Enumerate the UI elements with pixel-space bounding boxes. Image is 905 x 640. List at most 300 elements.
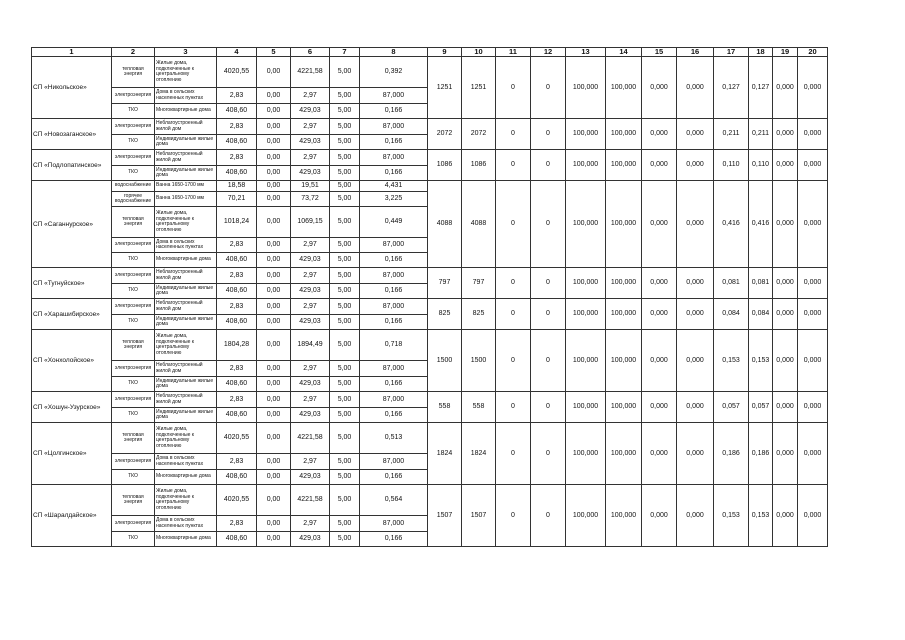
total-col-15: 0,000: [642, 392, 677, 423]
value-c5: 0,00: [257, 377, 291, 392]
total-col-11: 0: [496, 485, 531, 547]
column-number-13: 13: [566, 48, 606, 57]
housing-type: Жилые дома, подключенные к центральному отоплению: [155, 330, 217, 361]
value-c8: 87,000: [360, 454, 428, 470]
total-col-19: 0,000: [773, 485, 798, 547]
total-col-17: 0,153: [714, 330, 749, 392]
value-c6: 2,97: [291, 392, 330, 408]
column-number-16: 16: [677, 48, 714, 57]
table-row: [32, 268, 828, 284]
total-col-11: 0: [496, 268, 531, 299]
value-c7: 5,00: [330, 377, 360, 392]
total-col-15: 0,000: [642, 299, 677, 330]
value-c4: 1804,28: [217, 330, 257, 361]
total-col-12: 0: [531, 181, 566, 268]
table-row: [32, 299, 828, 315]
value-c7: 5,00: [330, 268, 360, 284]
value-c8: 0,166: [360, 377, 428, 392]
total-col-9: 1824: [428, 423, 462, 485]
total-col-13: 100,000: [566, 392, 606, 423]
total-col-10: 825: [462, 299, 496, 330]
value-c6: 2,97: [291, 361, 330, 377]
value-c6: 2,97: [291, 88, 330, 104]
housing-type: Неблагоустроенный жилой дом: [155, 361, 217, 377]
housing-type: Индивидуальные жилые дома: [155, 377, 217, 392]
value-c7: 5,00: [330, 119, 360, 135]
total-col-9: 4088: [428, 181, 462, 268]
value-c5: 0,00: [257, 330, 291, 361]
value-c7: 5,00: [330, 192, 360, 207]
total-col-11: 0: [496, 330, 531, 392]
value-c7: 5,00: [330, 253, 360, 268]
total-col-16: 0,000: [677, 181, 714, 268]
settlement-name: СП «Шаралдайское»: [32, 485, 112, 547]
total-col-11: 0: [496, 299, 531, 330]
total-col-14: 100,000: [606, 330, 642, 392]
total-col-14: 100,000: [606, 268, 642, 299]
value-c8: 87,000: [360, 238, 428, 253]
total-col-12: 0: [531, 150, 566, 181]
resource-type: электроэнергия: [112, 119, 155, 135]
value-c7: 5,00: [330, 454, 360, 470]
total-col-20: 0,000: [798, 150, 828, 181]
value-c5: 0,00: [257, 284, 291, 299]
table-row: [32, 392, 828, 408]
value-c5: 0,00: [257, 268, 291, 284]
total-col-16: 0,000: [677, 57, 714, 119]
value-c5: 0,00: [257, 238, 291, 253]
value-c6: 1894,49: [291, 330, 330, 361]
value-c7: 5,00: [330, 166, 360, 181]
value-c7: 5,00: [330, 315, 360, 330]
total-col-12: 0: [531, 268, 566, 299]
table-row: [32, 330, 828, 361]
value-c8: 4,431: [360, 181, 428, 192]
resource-type: тепловая энергия: [112, 207, 155, 238]
column-number-header-row: [32, 48, 828, 57]
total-col-13: 100,000: [566, 57, 606, 119]
value-c6: 429,03: [291, 315, 330, 330]
total-col-14: 100,000: [606, 181, 642, 268]
value-c6: 429,03: [291, 284, 330, 299]
value-c7: 5,00: [330, 485, 360, 516]
total-col-9: 1251: [428, 57, 462, 119]
column-number-14: 14: [606, 48, 642, 57]
value-c4: 408,60: [217, 284, 257, 299]
total-col-16: 0,000: [677, 485, 714, 547]
housing-type: Многоквартирные дома: [155, 470, 217, 485]
column-number-9: 9: [428, 48, 462, 57]
total-col-10: 1251: [462, 57, 496, 119]
value-c4: 2,83: [217, 516, 257, 532]
resource-type: водоснабжение: [112, 181, 155, 192]
value-c8: 87,000: [360, 299, 428, 315]
value-c4: 4020,55: [217, 485, 257, 516]
total-col-18: 0,211: [749, 119, 773, 150]
total-col-17: 0,110: [714, 150, 749, 181]
total-col-18: 0,416: [749, 181, 773, 268]
value-c7: 5,00: [330, 361, 360, 377]
resource-type: тепловая энергия: [112, 57, 155, 88]
total-col-9: 1507: [428, 485, 462, 547]
value-c8: 87,000: [360, 361, 428, 377]
total-col-19: 0,000: [773, 57, 798, 119]
housing-type: Жилые дома, подключенные к центральному отоплению: [155, 57, 217, 88]
column-number-15: 15: [642, 48, 677, 57]
housing-type: Неблагоустроенный жилой дом: [155, 392, 217, 408]
value-c7: 5,00: [330, 423, 360, 454]
value-c8: 0,166: [360, 408, 428, 423]
total-col-13: 100,000: [566, 423, 606, 485]
value-c6: 2,97: [291, 454, 330, 470]
value-c8: 0,449: [360, 207, 428, 238]
resource-type: ТКО: [112, 166, 155, 181]
value-c8: 87,000: [360, 392, 428, 408]
total-col-16: 0,000: [677, 299, 714, 330]
housing-type: Неблагоустроенный жилой дом: [155, 299, 217, 315]
total-col-18: 0,084: [749, 299, 773, 330]
total-col-17: 0,153: [714, 485, 749, 547]
total-col-18: 0,153: [749, 330, 773, 392]
value-c4: 408,60: [217, 253, 257, 268]
total-col-15: 0,000: [642, 268, 677, 299]
value-c8: 0,166: [360, 166, 428, 181]
value-c5: 0,00: [257, 150, 291, 166]
value-c4: 1018,24: [217, 207, 257, 238]
total-col-9: 558: [428, 392, 462, 423]
total-col-17: 0,084: [714, 299, 749, 330]
value-c8: 87,000: [360, 516, 428, 532]
resource-type: горячее водоснабжение: [112, 192, 155, 207]
value-c5: 0,00: [257, 57, 291, 88]
column-number-7: 7: [330, 48, 360, 57]
value-c6: 429,03: [291, 408, 330, 423]
value-c5: 0,00: [257, 516, 291, 532]
total-col-12: 0: [531, 392, 566, 423]
housing-type: Дома в сельских населенных пунктах: [155, 238, 217, 253]
value-c4: 2,83: [217, 119, 257, 135]
total-col-16: 0,000: [677, 330, 714, 392]
value-c8: 0,392: [360, 57, 428, 88]
settlement-name: СП «Саганнурское»: [32, 181, 112, 268]
settlement-name: СП «Цолгинское»: [32, 423, 112, 485]
housing-type: Дома в сельских населенных пунктах: [155, 88, 217, 104]
total-col-13: 100,000: [566, 299, 606, 330]
total-col-14: 100,000: [606, 119, 642, 150]
column-number-8: 8: [360, 48, 428, 57]
resource-type: электроэнергия: [112, 268, 155, 284]
value-c8: 0,166: [360, 135, 428, 150]
housing-type: Неблагоустроенный жилой дом: [155, 119, 217, 135]
total-col-10: 1500: [462, 330, 496, 392]
resource-type: тепловая энергия: [112, 485, 155, 516]
value-c7: 5,00: [330, 181, 360, 192]
value-c6: 4221,58: [291, 423, 330, 454]
value-c4: 70,21: [217, 192, 257, 207]
total-col-13: 100,000: [566, 485, 606, 547]
value-c7: 5,00: [330, 238, 360, 253]
total-col-20: 0,000: [798, 57, 828, 119]
value-c5: 0,00: [257, 192, 291, 207]
tariff-table: [31, 47, 828, 547]
total-col-10: 797: [462, 268, 496, 299]
value-c5: 0,00: [257, 181, 291, 192]
housing-type: Индивидуальные жилые дома: [155, 166, 217, 181]
housing-type: Жилые дома, подключенные к центральному отоплению: [155, 423, 217, 454]
value-c4: 18,58: [217, 181, 257, 192]
table-row: [32, 57, 828, 88]
resource-type: тепловая энергия: [112, 423, 155, 454]
total-col-20: 0,000: [798, 299, 828, 330]
resource-type: ТКО: [112, 104, 155, 119]
value-c4: 2,83: [217, 238, 257, 253]
total-col-11: 0: [496, 392, 531, 423]
value-c6: 429,03: [291, 135, 330, 150]
value-c7: 5,00: [330, 135, 360, 150]
total-col-18: 0,081: [749, 268, 773, 299]
value-c7: 5,00: [330, 207, 360, 238]
value-c5: 0,00: [257, 485, 291, 516]
value-c8: 0,166: [360, 532, 428, 547]
value-c7: 5,00: [330, 408, 360, 423]
housing-type: Индивидуальные жилые дома: [155, 135, 217, 150]
total-col-16: 0,000: [677, 423, 714, 485]
resource-type: электроэнергия: [112, 150, 155, 166]
tariff-table-sheet: [31, 47, 828, 547]
value-c7: 5,00: [330, 88, 360, 104]
value-c5: 0,00: [257, 104, 291, 119]
total-col-17: 0,186: [714, 423, 749, 485]
resource-type: ТКО: [112, 253, 155, 268]
total-col-16: 0,000: [677, 392, 714, 423]
value-c8: 0,564: [360, 485, 428, 516]
table-row: [32, 181, 828, 192]
value-c5: 0,00: [257, 166, 291, 181]
value-c6: 2,97: [291, 516, 330, 532]
value-c7: 5,00: [330, 57, 360, 88]
total-col-20: 0,000: [798, 485, 828, 547]
resource-type: тепловая энергия: [112, 330, 155, 361]
total-col-12: 0: [531, 57, 566, 119]
total-col-20: 0,000: [798, 181, 828, 268]
value-c5: 0,00: [257, 253, 291, 268]
value-c6: 73,72: [291, 192, 330, 207]
value-c5: 0,00: [257, 454, 291, 470]
value-c5: 0,00: [257, 423, 291, 454]
total-col-10: 1086: [462, 150, 496, 181]
total-col-17: 0,416: [714, 181, 749, 268]
value-c5: 0,00: [257, 88, 291, 104]
total-col-14: 100,000: [606, 392, 642, 423]
total-col-18: 0,153: [749, 485, 773, 547]
value-c5: 0,00: [257, 532, 291, 547]
total-col-17: 0,211: [714, 119, 749, 150]
resource-type: ТКО: [112, 135, 155, 150]
total-col-10: 1507: [462, 485, 496, 547]
value-c6: 429,03: [291, 470, 330, 485]
total-col-13: 100,000: [566, 119, 606, 150]
column-number-3: 3: [155, 48, 217, 57]
housing-type: Ванна 1650-1700 мм: [155, 181, 217, 192]
value-c4: 408,60: [217, 104, 257, 119]
value-c5: 0,00: [257, 361, 291, 377]
total-col-11: 0: [496, 181, 531, 268]
value-c4: 408,60: [217, 135, 257, 150]
value-c6: 4221,58: [291, 57, 330, 88]
total-col-10: 2072: [462, 119, 496, 150]
total-col-18: 0,057: [749, 392, 773, 423]
column-number-1: 1: [32, 48, 112, 57]
resource-type: ТКО: [112, 284, 155, 299]
table-row: [32, 423, 828, 454]
settlement-name: СП «Никольское»: [32, 57, 112, 119]
value-c5: 0,00: [257, 299, 291, 315]
total-col-19: 0,000: [773, 330, 798, 392]
total-col-12: 0: [531, 299, 566, 330]
value-c7: 5,00: [330, 470, 360, 485]
total-col-11: 0: [496, 57, 531, 119]
total-col-10: 1824: [462, 423, 496, 485]
table-row: [32, 119, 828, 135]
value-c6: 2,97: [291, 238, 330, 253]
resource-type: ТКО: [112, 315, 155, 330]
column-number-12: 12: [531, 48, 566, 57]
resource-type: ТКО: [112, 532, 155, 547]
settlement-name: СП «Хонхолойское»: [32, 330, 112, 392]
resource-type: электроэнергия: [112, 516, 155, 532]
total-col-10: 4088: [462, 181, 496, 268]
column-number-20: 20: [798, 48, 828, 57]
total-col-15: 0,000: [642, 119, 677, 150]
value-c5: 0,00: [257, 408, 291, 423]
total-col-11: 0: [496, 423, 531, 485]
total-col-9: 2072: [428, 119, 462, 150]
total-col-19: 0,000: [773, 392, 798, 423]
value-c6: 429,03: [291, 377, 330, 392]
housing-type: Многоквартирные дома: [155, 253, 217, 268]
value-c6: 19,51: [291, 181, 330, 192]
value-c6: 2,97: [291, 299, 330, 315]
total-col-19: 0,000: [773, 299, 798, 330]
value-c7: 5,00: [330, 330, 360, 361]
total-col-12: 0: [531, 330, 566, 392]
housing-type: Ванна 1650-1700 мм: [155, 192, 217, 207]
column-number-17: 17: [714, 48, 749, 57]
resource-type: электроэнергия: [112, 454, 155, 470]
total-col-10: 558: [462, 392, 496, 423]
total-col-14: 100,000: [606, 150, 642, 181]
total-col-20: 0,000: [798, 119, 828, 150]
value-c7: 5,00: [330, 150, 360, 166]
value-c4: 408,60: [217, 166, 257, 181]
housing-type: Жилые дома, подключенные к центральному отоплению: [155, 485, 217, 516]
total-col-16: 0,000: [677, 268, 714, 299]
total-col-11: 0: [496, 119, 531, 150]
total-col-15: 0,000: [642, 485, 677, 547]
value-c7: 5,00: [330, 284, 360, 299]
value-c4: 2,83: [217, 268, 257, 284]
housing-type: Жилые дома, подключенные к центральному отоплению: [155, 207, 217, 238]
value-c4: 2,83: [217, 361, 257, 377]
total-col-19: 0,000: [773, 119, 798, 150]
value-c6: 2,97: [291, 150, 330, 166]
total-col-13: 100,000: [566, 150, 606, 181]
housing-type: Индивидуальные жилые дома: [155, 284, 217, 299]
value-c4: 408,60: [217, 377, 257, 392]
total-col-14: 100,000: [606, 485, 642, 547]
total-col-20: 0,000: [798, 268, 828, 299]
total-col-9: 1086: [428, 150, 462, 181]
value-c5: 0,00: [257, 315, 291, 330]
value-c5: 0,00: [257, 119, 291, 135]
settlement-name: СП «Новозаганское»: [32, 119, 112, 150]
total-col-15: 0,000: [642, 57, 677, 119]
value-c7: 5,00: [330, 516, 360, 532]
value-c6: 429,03: [291, 532, 330, 547]
value-c6: 429,03: [291, 253, 330, 268]
value-c4: 408,60: [217, 470, 257, 485]
total-col-18: 0,186: [749, 423, 773, 485]
column-number-6: 6: [291, 48, 330, 57]
housing-type: Неблагоустроенный жилой дом: [155, 268, 217, 284]
value-c7: 5,00: [330, 532, 360, 547]
value-c4: 2,83: [217, 150, 257, 166]
total-col-15: 0,000: [642, 150, 677, 181]
value-c4: 2,83: [217, 88, 257, 104]
value-c4: 2,83: [217, 454, 257, 470]
value-c4: 4020,55: [217, 57, 257, 88]
total-col-12: 0: [531, 119, 566, 150]
total-col-13: 100,000: [566, 181, 606, 268]
total-col-17: 0,081: [714, 268, 749, 299]
housing-type: Индивидуальные жилые дома: [155, 315, 217, 330]
value-c8: 0,166: [360, 253, 428, 268]
table-row: [32, 150, 828, 166]
column-number-18: 18: [749, 48, 773, 57]
value-c8: 0,166: [360, 284, 428, 299]
column-number-11: 11: [496, 48, 531, 57]
value-c6: 1069,15: [291, 207, 330, 238]
total-col-13: 100,000: [566, 330, 606, 392]
settlement-name: СП «Подлопатинское»: [32, 150, 112, 181]
total-col-12: 0: [531, 485, 566, 547]
total-col-14: 100,000: [606, 423, 642, 485]
value-c6: 4221,58: [291, 485, 330, 516]
total-col-17: 0,127: [714, 57, 749, 119]
total-col-12: 0: [531, 423, 566, 485]
total-col-15: 0,000: [642, 330, 677, 392]
value-c4: 408,60: [217, 315, 257, 330]
total-col-14: 100,000: [606, 299, 642, 330]
total-col-15: 0,000: [642, 423, 677, 485]
resource-type: электроэнергия: [112, 392, 155, 408]
column-number-10: 10: [462, 48, 496, 57]
total-col-18: 0,127: [749, 57, 773, 119]
value-c8: 87,000: [360, 268, 428, 284]
total-col-9: 825: [428, 299, 462, 330]
column-number-19: 19: [773, 48, 798, 57]
housing-type: Многоквартирные дома: [155, 532, 217, 547]
value-c4: 2,83: [217, 392, 257, 408]
value-c8: 0,513: [360, 423, 428, 454]
resource-type: электроэнергия: [112, 361, 155, 377]
value-c6: 2,97: [291, 119, 330, 135]
column-number-2: 2: [112, 48, 155, 57]
total-col-9: 797: [428, 268, 462, 299]
value-c8: 0,166: [360, 104, 428, 119]
total-col-20: 0,000: [798, 330, 828, 392]
total-col-19: 0,000: [773, 268, 798, 299]
